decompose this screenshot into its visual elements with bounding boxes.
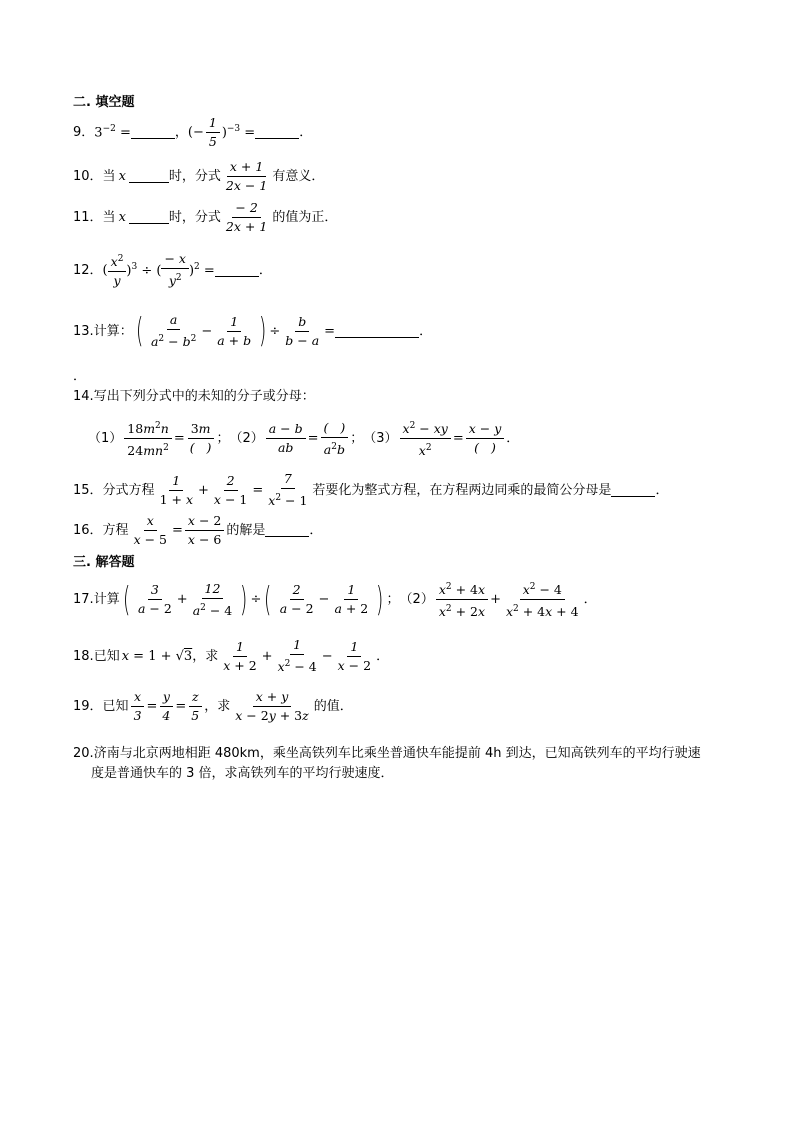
q13-label: 计算： — [93, 323, 133, 339]
q9-expr-a: $3^{-2}$ = — [94, 124, 131, 141]
q20-text-2: 度是普通快车的 3 倍，求高铁列车的平均行驶速度． — [91, 766, 394, 781]
question-18 — [73, 638, 389, 674]
question-19 — [73, 690, 353, 723]
q15-fraction-3: $\frac{7}{x^2 - 1}$ — [268, 471, 308, 509]
q13-big-paren-open: ( — [135, 311, 143, 352]
q17-minus: − — [318, 592, 330, 608]
question-20 — [73, 744, 701, 784]
q14-eq-1: = — [173, 431, 185, 447]
q14-sep-2: ； — [350, 431, 364, 447]
q17-fraction-5: $\frac{x^2 + 4x}{x^2 + 2x}$ — [436, 580, 488, 619]
q19-fraction-target: $\frac{x + y}{x - 2y + 3z}$ — [235, 689, 309, 723]
q13-fraction-1: $\frac{a}{a^2 - b^2}$ — [150, 312, 197, 350]
q12-mid: )$^3$ ÷ ( — [126, 261, 162, 279]
q13-blank[interactable] — [335, 325, 419, 338]
q12-fraction-2: $\frac{- x}{y^2}$ — [161, 252, 189, 288]
q17-fraction-2: $\frac{12}{a^2 - 4}$ — [192, 580, 233, 618]
q13-div: ÷ — [269, 323, 281, 339]
q9-number: 9． — [73, 125, 95, 140]
q19-number: 19． — [73, 699, 103, 714]
q13-number: 13. — [73, 323, 94, 339]
question-14 — [73, 390, 315, 403]
question-15 — [73, 472, 668, 508]
q15-plus: + — [198, 482, 209, 498]
q13-minus: − — [201, 323, 213, 339]
q18-minus: − — [321, 648, 333, 664]
q17-label: 计算 — [93, 592, 120, 608]
q20-line-1 — [73, 744, 701, 764]
q16-eq: = — [172, 523, 183, 538]
q12-paren-open: ( — [102, 262, 108, 278]
q12-blank[interactable] — [215, 264, 259, 277]
q16-blank[interactable] — [265, 524, 309, 537]
q15-number: 15． — [73, 482, 103, 498]
q20-text-1: 济南与北京两地相距 480km，乘坐高铁列车比乘坐普通快车能提前 4h 到达，已知高铁列车的平均行驶速 — [93, 746, 701, 761]
q14-eq-3: = — [452, 431, 464, 447]
q15-pre: 分式方程 — [102, 482, 155, 498]
q17-fraction-3: $\frac{2}{a - 2}$ — [279, 582, 314, 617]
q17-plus-2: + — [490, 592, 501, 608]
q10-blank[interactable] — [129, 170, 169, 183]
q17-plus-1: + — [176, 592, 188, 608]
q14-part-1-label: （1） — [88, 431, 123, 447]
q10-number: 10． — [73, 169, 103, 184]
q19-mid: ，求 — [204, 699, 231, 714]
question-14-items — [88, 419, 519, 458]
q17-part-2-label: （2） — [399, 592, 434, 608]
q14-sep-1: ； — [216, 431, 230, 447]
q14-fraction-2b: $\frac{( )}{a^2b}$ — [321, 421, 349, 457]
q18-condition: x = 1 + √3 — [121, 648, 193, 664]
q17-div: ÷ — [250, 592, 262, 608]
q9-fraction: $\frac{1}{5}$ — [206, 116, 220, 149]
q18-pre: 已知 — [93, 648, 120, 664]
q17-paren-1-open: ( — [122, 579, 130, 620]
q16-end: ． — [309, 523, 323, 538]
q17-paren-2-close: ) — [376, 579, 384, 620]
q14-text: 写出下列分式中的未知的分子或分母： — [93, 389, 315, 404]
q18-fraction-3: $\frac{1}{x - 2}$ — [337, 638, 372, 673]
question-13 — [73, 311, 433, 352]
q14-fraction-1a: $\frac{18m^2n}{24mn^2}$ — [124, 419, 172, 458]
q18-end: ． — [376, 648, 390, 664]
q17-number: 17. — [73, 592, 94, 608]
q14-fraction-3b: $\frac{x - y}{( )}$ — [466, 422, 505, 455]
question-12 — [73, 252, 272, 288]
q17-paren-1-close: ) — [240, 579, 248, 620]
q19-fraction-z: $\frac{z}{5}$ — [188, 690, 202, 723]
q14-part-3-label: （3） — [363, 431, 398, 447]
q15-eq: = — [252, 482, 264, 498]
q11-post: 的值为正． — [272, 210, 338, 225]
q14-fraction-1b: $\frac{3m}{( )}$ — [187, 422, 215, 455]
q10-mid: 时，分式 — [168, 169, 221, 184]
q12-number: 12． — [73, 262, 103, 278]
q19-post: 的值． — [313, 699, 353, 714]
question-16 — [73, 514, 322, 547]
q15-fraction-1: $\frac{1}{1 + x}$ — [159, 472, 193, 507]
q13-end: ． — [419, 323, 433, 339]
q16-number: 16． — [73, 523, 103, 538]
q9-expr-b-close: )$^{-3}$ = — [221, 124, 256, 141]
q13-big-paren-close: ) — [259, 311, 267, 352]
q10-pre: 当 — [102, 169, 116, 184]
q11-var: x — [118, 210, 126, 225]
q12-close: )$^2$ = — [188, 261, 215, 279]
q14-fraction-3a: $\frac{x^2 - xy}{x^2}$ — [400, 419, 451, 458]
q19-pre: 已知 — [102, 699, 129, 714]
section-header-fill-blank: 二. 填空题 — [73, 95, 135, 110]
q16-fraction-2: $\frac{x - 2}{x - 6}$ — [185, 514, 224, 547]
q13-equals: = — [324, 323, 336, 339]
q12-fraction-1: $\frac{x^2}{y}$ — [108, 252, 127, 288]
q14-part-2-label: （2） — [229, 431, 264, 447]
q10-var: x — [118, 169, 126, 184]
q19-fraction-x: $\frac{x}{3}$ — [131, 690, 145, 723]
q14-end: ． — [506, 431, 520, 447]
q9-blank-1[interactable] — [131, 126, 175, 139]
q11-mid: 时，分式 — [168, 210, 221, 225]
q11-fraction: $\frac{- 2}{2x + 1}$ — [225, 200, 268, 234]
q17-end: ． — [583, 592, 597, 608]
q18-fraction-1: $\frac{1}{x + 2}$ — [223, 638, 257, 673]
q16-post: 的解是 — [226, 523, 266, 538]
q17-fraction-6: $\frac{x^2 - 4}{x^2 + 4x + 4}$ — [505, 582, 579, 620]
q14-number: 14. — [73, 389, 94, 404]
q15-post: 若要化为整式方程，在方程两边同乘的最简公分母是 — [312, 482, 612, 498]
q9-expr-b-open: (− — [187, 125, 204, 140]
q9-end: ． — [299, 125, 313, 140]
q17-sep: ； — [386, 592, 400, 608]
q16-fraction-1: $\frac{x}{x - 5}$ — [133, 513, 167, 547]
q11-blank[interactable] — [129, 211, 169, 224]
q18-plus: + — [261, 648, 273, 664]
q10-fraction: $\frac{x + 1}{2x - 1}$ — [225, 159, 268, 193]
q18-mid: ，求 — [192, 648, 219, 664]
q15-end: ． — [655, 482, 669, 498]
q17-fraction-4: $\frac{1}{a + 2}$ — [334, 582, 369, 617]
q18-number: 18. — [73, 648, 94, 664]
q18-fraction-2: $\frac{1}{x^2 - 4}$ — [277, 637, 317, 675]
question-9 — [73, 116, 312, 149]
q17-paren-2-open: ( — [264, 579, 272, 620]
stray-dot: ． — [73, 369, 87, 384]
q17-fraction-1: $\frac{3}{a - 2}$ — [137, 582, 172, 617]
q16-pre: 方程 — [102, 523, 129, 538]
q14-eq-2: = — [307, 431, 319, 447]
q15-fraction-2: $\frac{2}{x - 1}$ — [213, 472, 248, 507]
q15-blank[interactable] — [611, 484, 655, 497]
section-header-answer: 三. 解答题 — [73, 555, 135, 570]
q9-separator: ， — [174, 125, 188, 140]
q19-eq-2: = — [175, 699, 187, 714]
q11-number: 11． — [73, 210, 103, 225]
q9-blank-2[interactable] — [255, 126, 299, 139]
q14-fraction-2a: $\frac{a - b}{ab}$ — [266, 422, 306, 455]
q20-number: 20. — [73, 746, 94, 761]
q12-end: ． — [258, 262, 272, 278]
q13-fraction-2: $\frac{1}{a + b}$ — [217, 313, 252, 348]
q10-post: 有意义． — [272, 169, 325, 184]
q11-pre: 当 — [102, 210, 116, 225]
q13-fraction-3: $\frac{b}{b - a}$ — [285, 313, 320, 348]
q19-fraction-y: $\frac{y}{4}$ — [159, 690, 173, 723]
q19-eq-1: = — [146, 699, 158, 714]
question-11 — [73, 201, 337, 234]
question-10 — [73, 160, 324, 193]
question-17 — [73, 580, 597, 619]
